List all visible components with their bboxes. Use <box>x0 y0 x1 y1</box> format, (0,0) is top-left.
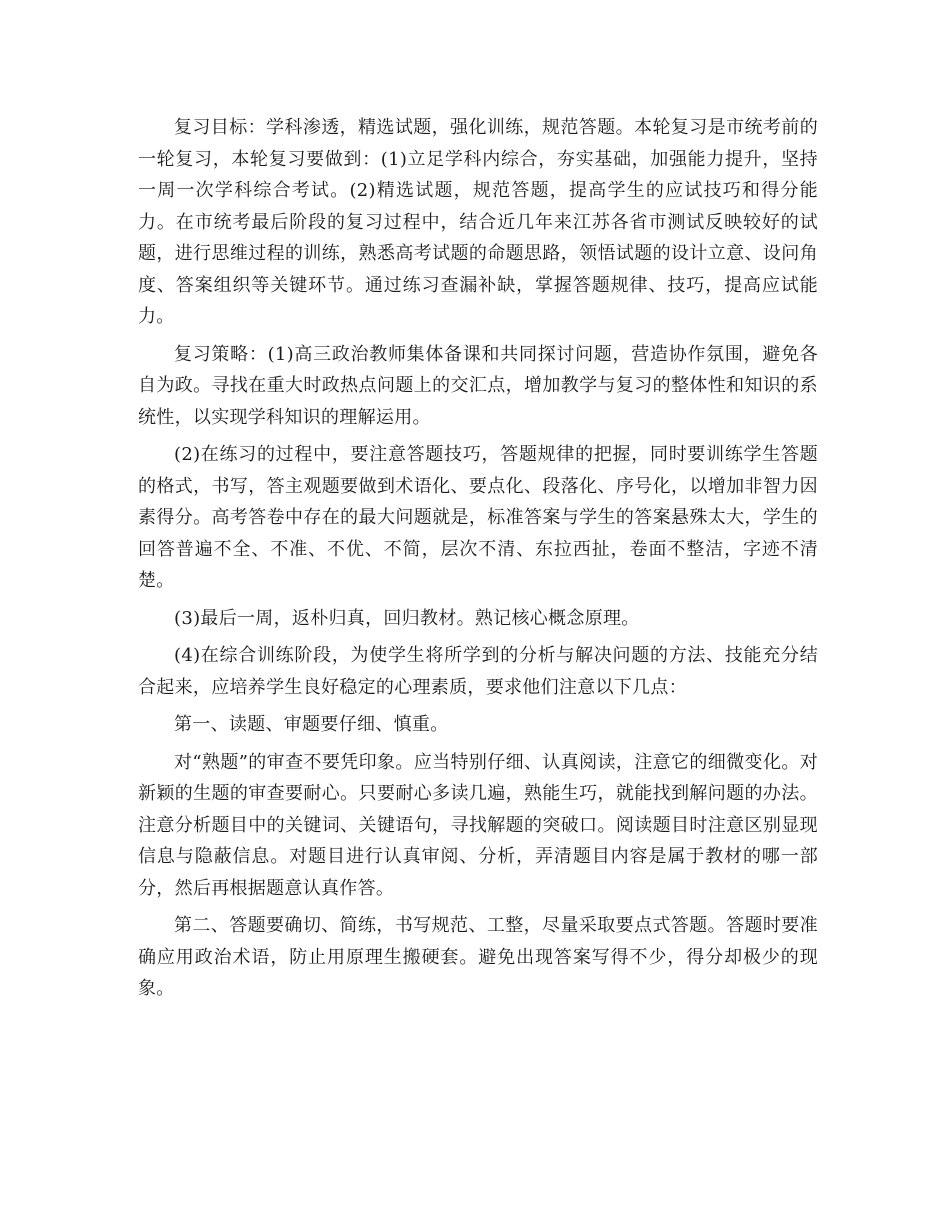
paragraph-point-1-heading: 第一、读题、审题要仔细、慎重。 <box>174 714 449 735</box>
paragraph-strategy-2: (2)在练习的过程中，要注意答题技巧，答题规律的把握，同时要训练学生答题的格式，书写，答主观题要做到术语化、要点化、段落化、序号化，以增加非智力因素得分。高考答卷中存在的最大问题就是，标准答案与学生的答案悬殊太大，学生的回答普遍不全、不准、不优、不简，层次不清、东拉西扯，卷面不整洁，字迹不清楚。 <box>138 444 818 591</box>
paragraph-review-goals: 复习目标：学科渗透，精选试题，强化训练，规范答题。本轮复习是市统考前的一轮复习，本轮复习要做到：(1)立足学科内综合，夯实基础，加强能力提升，坚持一周一次学科综合考试。(2)精选试题，规范答题，提高学生的应试技巧和得分能力。在市统考最后阶段的复习过程中，结合近几年来江苏各省市测试反映较好的试题，进行思维过程的训练，熟悉高考试题的命题思路，领悟试题的设计立意、设问角度、答案组织等关键环节。通过练习查漏补缺，掌握答题规律、技巧，提高应试能力。 <box>138 117 818 327</box>
paragraph-strategy-3: (3)最后一周，返朴归真，回归教材。熟记核心概念原理。 <box>174 607 640 629</box>
paragraph-review-strategy: 复习策略：(1)高三政治教师集体备课和共同探讨问题，营造协作氛围，避免各自为政。寻找在重大时政热点问题上的交汇点，增加教学与复习的整体性和知识的系统性，以实现学科知识的理解运用。 <box>138 343 818 428</box>
paragraph-point-1-detail: 对“熟题”的审查不要凭印象。应当特别仔细、认真阅读，注意它的细微变化。对新颖的生题的审查要耐心。只要耐心多读几遍，熟能生巧，就能找到解问题的办法。注意分析题目中的关键词、关键语句，寻找解题的突破口。阅读题目时注意区别显现信息与隐蔽信息。对题目进行认真审阅、分析，弄清题目内容是属于教材的哪一部分，然后再根据题意认真作答。 <box>138 751 818 899</box>
paragraph-strategy-4: (4)在综合训练阶段，为使学生将所学到的分析与解决问题的方法、技能充分结合起来，应培养学生良好稳定的心理素质，要求他们注意以下几点： <box>138 645 818 698</box>
paragraph-point-2: 第二、答题要确切、简练，书写规范、工整，尽量采取要点式答题。答题时要准确应用政治术语，防止用原理生搬硬套。避免出现答案写得不少，得分却极少的现象。 <box>138 915 818 999</box>
document-body <box>138 112 818 1011</box>
